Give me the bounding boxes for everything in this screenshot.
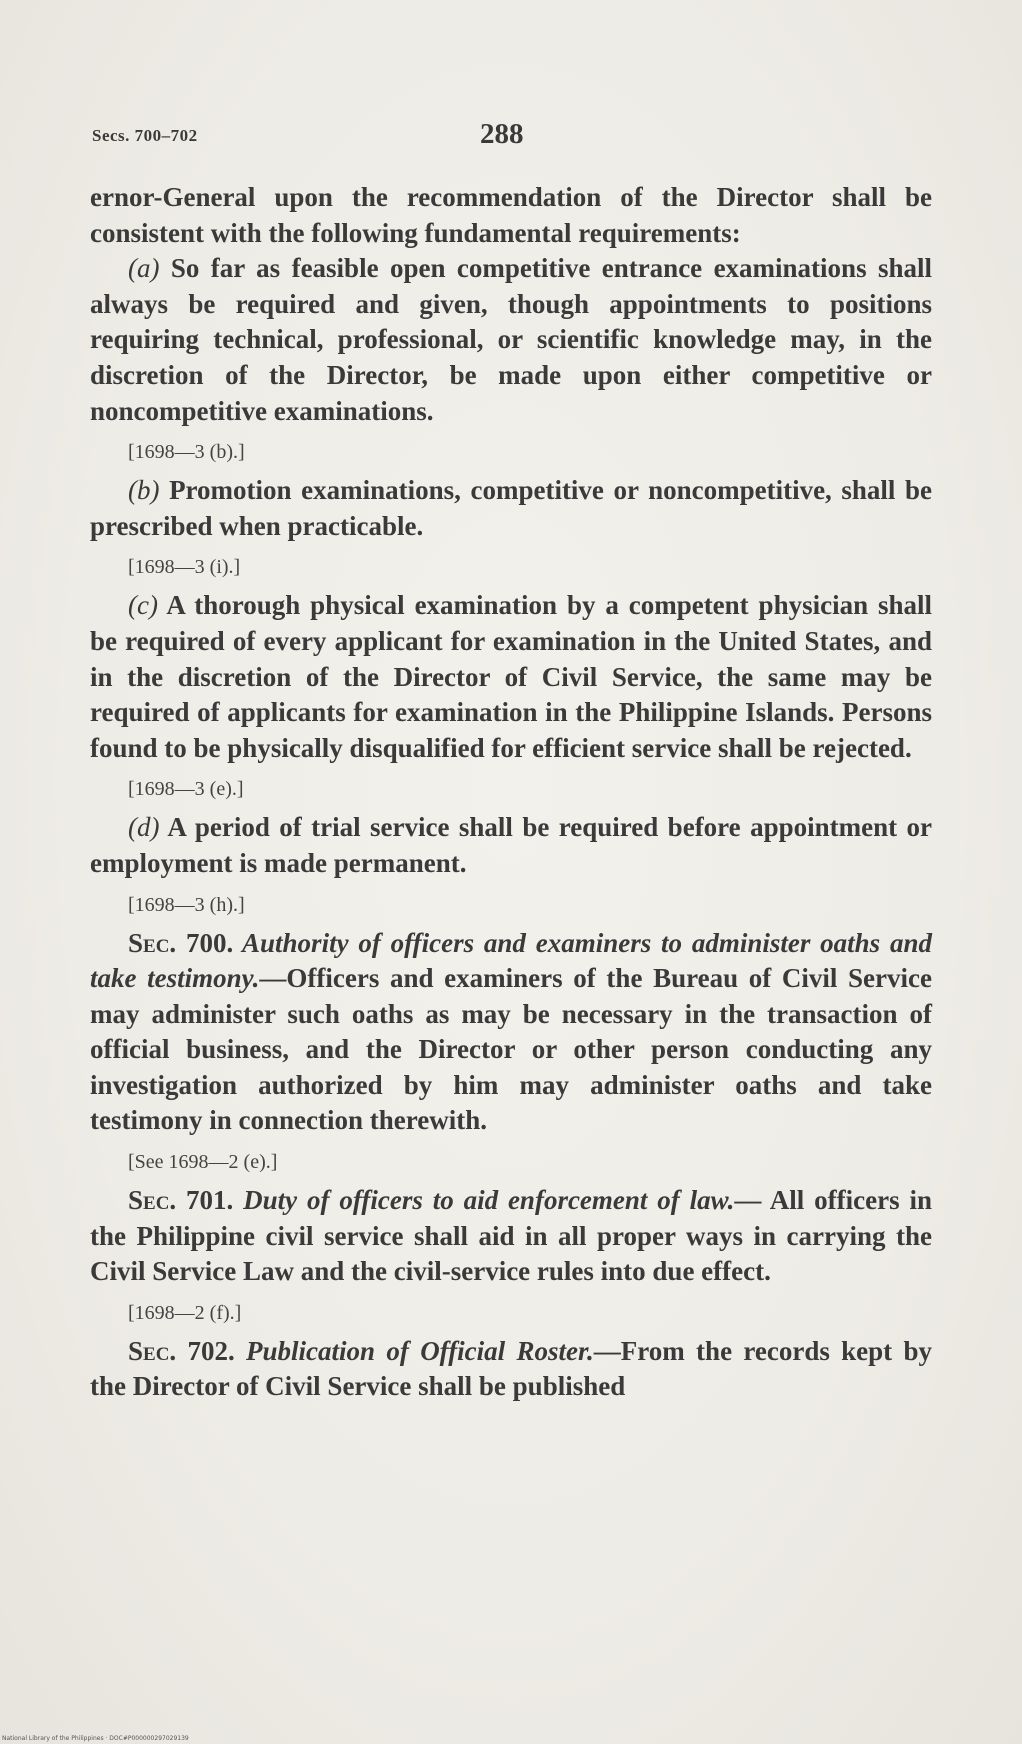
section-700-title: Authority of officers and examiners to administer oaths and take testimony. <box>90 927 932 994</box>
section-702-text: —From the records kept by the Director of Civil Service shall be published <box>90 1335 932 1402</box>
section-702-label: Sec. 702. <box>128 1335 235 1366</box>
citation-3: [1698—3 (e).] <box>128 778 244 801</box>
paragraph-d-letter: (d) <box>128 812 160 843</box>
section-700 <box>90 926 932 1140</box>
section-701-text: — All officers in the Philippine civil service shall aid in all proper ways in carrying the Civil Service Law and the civil-service rules into due effect. <box>90 1185 932 1287</box>
citation-1: [1698—3 (b).] <box>128 441 245 464</box>
paragraph-b-letter: (b) <box>128 475 160 506</box>
section-701-title: Duty of officers to aid enforcement of law. <box>233 1185 735 1216</box>
section-range: Secs. 700–702 <box>92 126 198 145</box>
body-text <box>90 180 932 1405</box>
scan-credit: National Library of the Philippines · DOC#P000000297029139 <box>2 1735 189 1742</box>
citation-6: [1698—2 (f).] <box>128 1301 242 1324</box>
section-702-title: Publication of Official Roster. <box>234 1335 594 1366</box>
page-number: 288 <box>480 118 524 150</box>
citation-2: [1698—3 (i).] <box>128 556 241 579</box>
section-701 <box>90 1183 932 1290</box>
section-700-text: —Officers and examiners of the Bureau of Civil Service may administer such oaths as may be necessary in the transaction of official business, and the Director or other person conducting any investigation authorized by him may administer oaths and take testimony in connection therewith. <box>90 963 932 1136</box>
paragraph-a <box>90 251 932 429</box>
paragraph-a-text: So far as feasible open competitive entrance examinations shall always be required and given, though appointments to positions requiring technical, professional, or scientific knowledge may, in the discretion of the Director, be made upon either competitive or noncompetitive examinations. <box>90 253 932 426</box>
citation-5: [See 1698—2 (e).] <box>128 1151 278 1174</box>
section-701-label: Sec. 701. <box>128 1185 234 1216</box>
paragraph-b-text: Promotion examinations, competitive or noncompetitive, shall be prescribed when practicable. <box>90 475 932 541</box>
section-702 <box>90 1334 932 1405</box>
paragraph-continuation: ernor-General upon the recommendation of the Director shall be consistent with the following fundamental requirements: <box>90 182 932 248</box>
paragraph-b <box>90 473 932 544</box>
paragraph-d-text: A period of trial service shall be required before appointment or employment is made permanent. <box>90 812 932 878</box>
paragraph-d <box>90 810 932 881</box>
section-700-label: Sec. 700. <box>128 927 234 958</box>
paragraph-c <box>90 588 932 766</box>
running-head <box>92 118 934 158</box>
citation-4: [1698—3 (h).] <box>128 893 245 916</box>
paragraph-a-letter: (a) <box>128 253 160 284</box>
paragraph-c-letter: (c) <box>128 590 158 621</box>
paragraph-c-text: A thorough physical examination by a competent physician shall be required of every applicant for examination in the United States, and in the discretion of the Director of Civil Service, the same may be required of applicants for examination in the Philippine Islands. Persons found to be physically disqualified for efficient service shall be rejected. <box>90 590 932 763</box>
